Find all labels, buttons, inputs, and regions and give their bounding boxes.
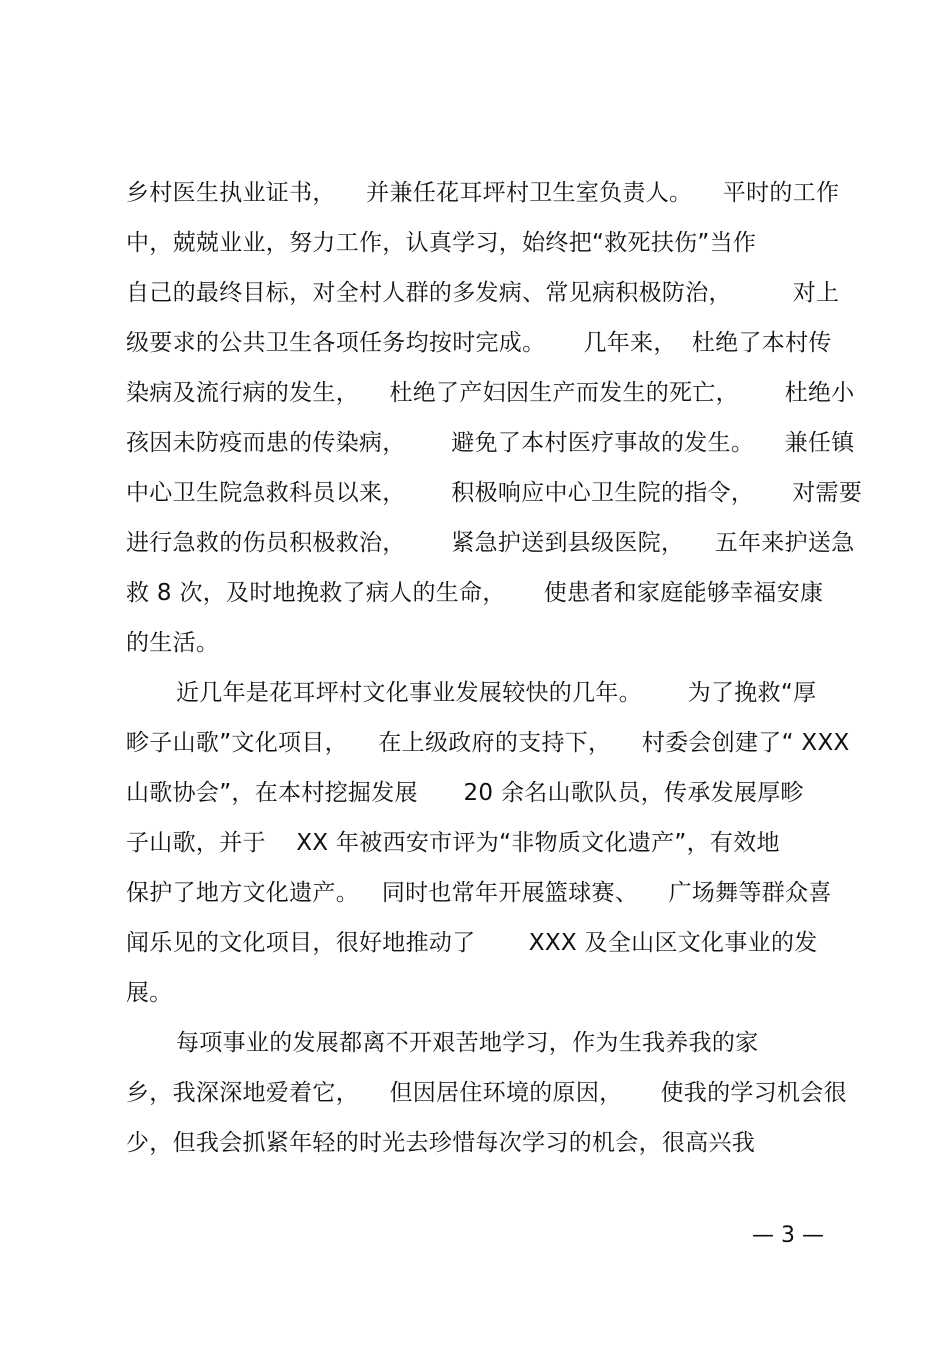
text-line: 乡村医生执业证书， 并兼任花耳坪村卫生室负责人。 平时的工作	[126, 180, 840, 206]
text-line: 级要求的公共卫生各项任务均按时完成。 几年来， 杜绝了本村传	[126, 330, 832, 356]
text-line: 自己的最终目标，对全村人群的多发病、常见病积极防治， 对上	[126, 280, 840, 306]
text-line: 畛子山歌”文化项目， 在上级政府的支持下， 村委会创建了“ XXX	[126, 730, 850, 756]
text-line: 乡，我深深地爱着它， 但因居住环境的原因， 使我的学习机会很	[126, 1080, 847, 1106]
text-line: 少，但我会抓紧年轻的时光去珍惜每次学习的机会，很高兴我	[126, 1130, 756, 1156]
text-line: 每项事业的发展都离不开艰苦地学习，作为生我养我的家	[176, 1030, 759, 1056]
text-line: 的生活。	[126, 630, 220, 656]
page-number: — 3 —	[752, 1223, 824, 1248]
text-line: 闻乐见的文化项目，很好地推动了 XXX 及全山区文化事业的发	[126, 930, 818, 956]
text-line: 近几年是花耳坪村文化事业发展较快的几年。 为了挽救“厚	[176, 680, 817, 706]
text-line: 中，兢兢业业，努力工作，认真学习，始终把“救死扶伤”当作	[126, 230, 757, 256]
text-line: 子山歌，并于 XX 年被西安市评为“非物质文化遗产”，有效地	[126, 830, 780, 856]
text-line: 染病及流行病的发生， 杜绝了产妇因生产而发生的死亡， 杜绝小	[126, 380, 855, 406]
text-line: 孩因未防疫而患的传染病， 避免了本村医疗事故的发生。 兼任镇	[126, 430, 855, 456]
text-line: 展。	[126, 980, 173, 1006]
text-line: 救 8 次，及时地挽救了病人的生命， 使患者和家庭能够幸福安康	[126, 580, 824, 606]
text-line: 中心卫生院急救科员以来， 积极响应中心卫生院的指令， 对需要	[126, 480, 863, 506]
text-line: 进行急救的伤员积极救治， 紧急护送到县级医院， 五年来护送急	[126, 530, 855, 556]
text-line: 保护了地方文化遗产。 同时也常年开展篮球赛、 广场舞等群众喜	[126, 880, 832, 906]
text-line: 山歌协会”，在本村挖掘发展 20 余名山歌队员，传承发展厚畛	[126, 780, 804, 806]
